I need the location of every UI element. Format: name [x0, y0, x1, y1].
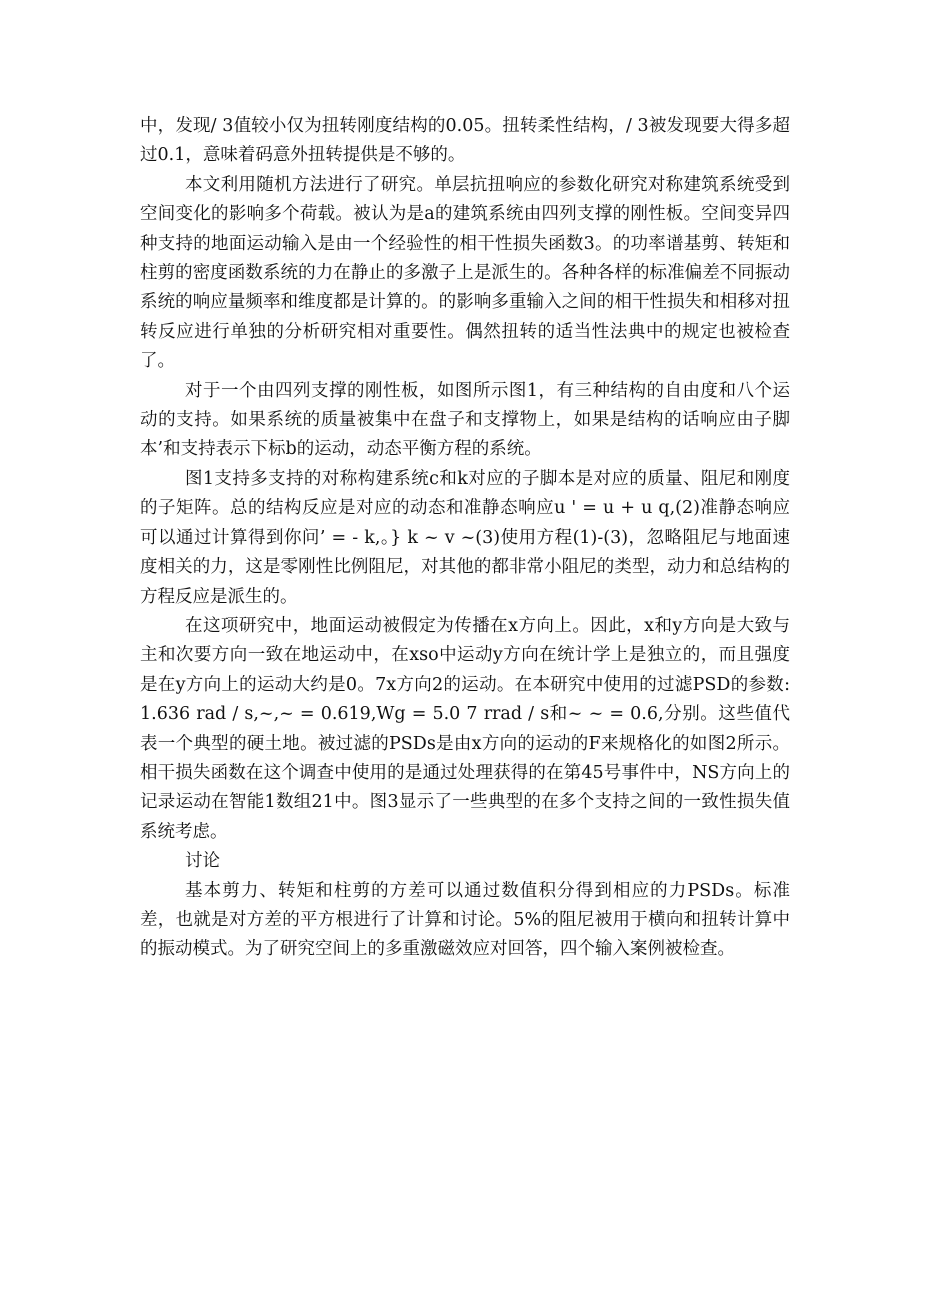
document-body — [140, 112, 790, 965]
paragraph-ground-motion: 在这项研究中，地面运动被假定为传播在x方向上。因此，x和y方向是大致与主和次要方向一致在地运动中，在xso中运动y方向在统计学上是独立的，而且强度是在y方向上的运动大约是0。7x方向2的运动。在本研究中使用的过滤PSD的参数: 1.636 rad / s,~,~ = 0.619,Wg = 5.0 7 rrad / s和~ ~ = 0.6,分别。这些值代表一个典型的硬土地。被过滤的PSDs是由x方向的运动的F来规格化的如图2所示。相干损失函数在这个调查中使用的是通过处理获得的在第45号事件中，NS方向上的记录运动在智能1数组21中。图3显示了一些典型的在多个支持之间的一致性损失值系统考虑。 — [140, 615, 790, 842]
section-heading-discussion: 讨论 — [185, 851, 220, 872]
paragraph-rigid-slab: 对于一个由四列支撑的刚性板，如图所示图1，有三种结构的自由度和八个运动的支持。如果系统的质量被集中在盘子和支撑物上，如果是结构的话响应由子脚本’和支持表示下标b的运动，动态平衡方程的系统。 — [140, 380, 790, 460]
paragraph-continuation: 中，发现/ 3值较小仅为扭转刚度结构的0.05。扭转柔性结构，/ 3被发现要大得多超过0.1，意味着码意外扭转提供是不够的。 — [140, 116, 790, 166]
paragraph-discussion: 基本剪力、转矩和柱剪的方差可以通过数值积分得到相应的力PSDs。标准差，也就是对方差的平方根进行了计算和讨论。5%的阻尼被用于横向和扭转计算中的振动模式。为了研究空间上的多重激磁效应对回答，四个输入案例被检查。 — [140, 880, 790, 960]
paragraph-random-method: 本文利用随机方法进行了研究。单层抗扭响应的参数化研究对称建筑系统受到空间变化的影响多个荷载。被认为是a的建筑系统由四列支撑的刚性板。空间变异四种支持的地面运动输入是由一个经验性的相干性损失函数3。的功率谱基剪、转矩和柱剪的密度函数系统的力在静止的多激子上是派生的。各种各样的标准偏差不同振动系统的响应量频率和维度都是计算的。的影响多重输入之间的相干性损失和相移对扭转反应进行单独的分析研究相对重要性。偶然扭转的适当性法典中的规定也被检查了。 — [140, 174, 790, 372]
paragraph-figure-1: 图1支持多支持的对称构建系统c和k对应的子脚本是对应的质量、阻尼和刚度的子矩阵。总的结构反应是对应的动态和准静态响应u ' = u + u q,(2)准静态响应可以通过计算得到你问’ = - k,。} k ~ v ~(3)使用方程(1)-(3)，忽略阻尼与地面速度相关的力，这是零刚性比例阻尼，对其他的都非常小阻尼的类型，动力和总结构的方程反应是派生的。 — [140, 468, 790, 607]
